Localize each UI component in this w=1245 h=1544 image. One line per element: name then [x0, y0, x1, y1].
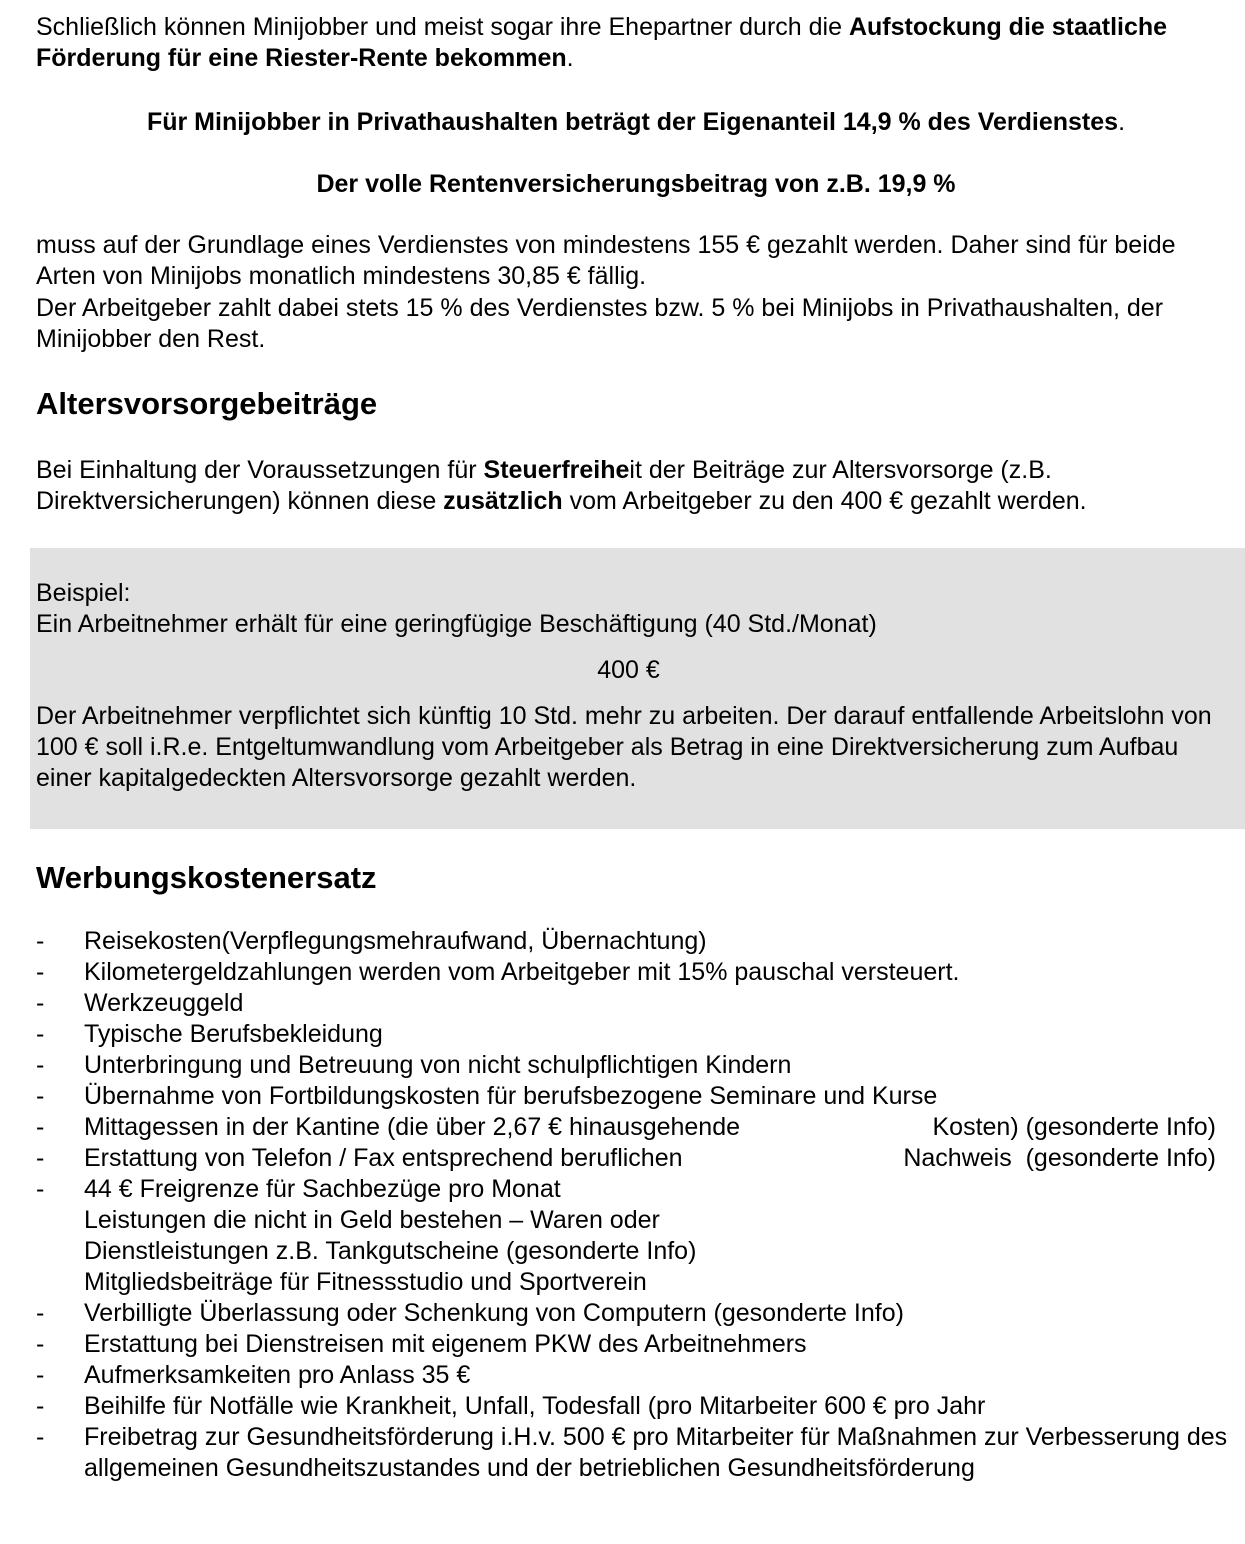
list-item-text: Verbilligte Überlassung oder Schenkung von Computern (gesonderte Info): [84, 1299, 904, 1327]
list-dash: -: [36, 1082, 45, 1110]
rentenbeitrag-bold-text: Der volle Rentenversicherungsbeitrag von z.B. 19,9 %: [316, 170, 956, 198]
list-dash: -: [36, 927, 45, 955]
list-item-text: Aufmerksamkeiten pro Anlass 35 €: [84, 1361, 471, 1389]
list-item: [36, 1298, 1236, 1329]
list-dash: -: [36, 1051, 45, 1079]
list-dash: -: [36, 989, 45, 1017]
list-item-text: Übernahme von Fortbildungskosten für berufsbezogene Seminare und Kurse: [84, 1082, 938, 1110]
altersvorsorge-text-2: it der Beiträge zur Altersvorsorge (z.B. Direktversicherungen) können diese: [36, 456, 1052, 515]
list-item: [36, 1422, 1236, 1484]
list-item: [36, 1143, 1236, 1174]
list-item-text: Werkzeuggeld: [84, 989, 244, 1017]
list-item: [36, 1174, 1236, 1298]
altersvorsorge-bold-2: zusätzlich: [443, 487, 563, 515]
list-item-text: Freibetrag zur Gesundheitsförderung i.H.v. 500 € pro Mitarbeiter für Maßnahmen zur Verbesserung des allgemeinen Gesundheitszustandes und der betrieblichen Gesundheitsförderung: [84, 1423, 1228, 1482]
altersvorsorge-text-3: vom Arbeitgeber zu den 400 € gezahlt werden.: [562, 487, 1087, 515]
list-item: [36, 1360, 1236, 1391]
intro-text: Schließlich können Minijobber und meist sogar ihre Ehepartner durch die: [36, 13, 849, 41]
list-item: [36, 1050, 1236, 1081]
list-item-text: Unterbringung und Betreuung von nicht schulpflichtigen Kindern: [84, 1051, 792, 1079]
list-dash: -: [36, 1144, 45, 1172]
list-item-text: Typische Berufsbekleidung: [84, 1020, 383, 1048]
list-item-text: Beihilfe für Notfälle wie Krankheit, Unfall, Todesfall (pro Mitarbeiter 600 € pro Jahr: [84, 1392, 986, 1420]
heading-werbungskosten: Werbungskostenersatz: [36, 860, 377, 895]
werbungskosten-list: [36, 926, 1236, 1484]
list-item: [36, 926, 1236, 957]
example-line: Ein Arbeitnehmer erhält für eine geringfügige Beschäftigung (40 Std./Monat): [36, 610, 877, 638]
list-item: [36, 1391, 1236, 1422]
list-dash: -: [36, 1175, 45, 1203]
example-box: [30, 548, 1245, 829]
example-text: Der Arbeitnehmer verpflichtet sich künftig 10 Std. mehr zu arbeiten. Der darauf entfallende Arbeitslohn von 100 € soll i.R.e. Entgeltumwandlung vom Arbeitgeber als Betrag in eine Direktversicherung zum Aufbau einer kapitalgedeckten Altersvorsorge gezahlt werden.: [36, 702, 1212, 792]
list-item: [36, 988, 1236, 1019]
intro-paragraph-riester: [36, 12, 1236, 74]
list-item-text-right: Nachweis (gesonderte Info): [903, 1144, 1216, 1172]
list-dash: -: [36, 1330, 45, 1358]
eigenanteil-period: .: [1118, 108, 1126, 136]
list-item-text: Kilometergeldzahlungen werden vom Arbeitgeber mit 15% pauschal versteuert.: [84, 958, 960, 986]
altersvorsorge-paragraph: [36, 455, 1236, 517]
list-item-text: Reisekosten(Verpflegungsmehraufwand, Übernachtung): [84, 927, 707, 955]
eigenanteil-bold-text: Für Minijobber in Privathaushalten beträgt der Eigenanteil 14,9 % des Verdienstes: [146, 108, 1119, 136]
altersvorsorge-bold-1: Steuerfreihe: [483, 456, 630, 484]
list-dash: -: [36, 1361, 45, 1389]
intro-paragraph-eigenanteil: [36, 107, 1236, 138]
intro-paragraph-grundlage: muss auf der Grundlage eines Verdienstes von mindestens 155 € gezahlt werden. Daher sind für beide Arten von Minijobs monatlich mindestens 30,85 € fällig.: [36, 231, 1176, 290]
list-dash: -: [36, 958, 45, 986]
list-dash: -: [36, 1113, 45, 1141]
list-sub-item: Mitgliedsbeiträge für Fitnessstudio und Sportverein: [84, 1268, 647, 1296]
example-amount: 400 €: [597, 656, 660, 684]
example-label: Beispiel:: [36, 579, 131, 607]
list-dash: -: [36, 1392, 45, 1420]
intro-paragraph-rentenbeitrag: [36, 169, 1236, 200]
list-sub-item: Dienstleistungen z.B. Tankgutscheine (gesonderte Info): [84, 1237, 697, 1265]
altersvorsorge-text-1: Bei Einhaltung der Voraussetzungen für: [36, 456, 484, 484]
list-item: [36, 1329, 1236, 1360]
list-item: [36, 1112, 1236, 1143]
list-item-text: Erstattung bei Dienstreisen mit eigenem PKW des Arbeitnehmers: [84, 1330, 807, 1358]
intro-bold-text: Aufstockung die staatliche Förderung für eine Riester-Rente bekommen: [36, 13, 1168, 72]
list-item: [36, 1081, 1236, 1112]
list-item-text: Erstattung von Telefon / Fax entsprechend beruflichen: [84, 1144, 683, 1172]
list-item-text: 44 € Freigrenze für Sachbezüge pro Monat: [84, 1175, 561, 1203]
list-dash: -: [36, 1020, 45, 1048]
list-dash: -: [36, 1423, 45, 1451]
list-dash: -: [36, 1299, 45, 1327]
list-item: [36, 957, 1236, 988]
heading-altersvorsorge: Altersvorsorgebeiträge: [36, 386, 378, 421]
intro-paragraph-arbeitgeber: Der Arbeitgeber zahlt dabei stets 15 % des Verdienstes bzw. 5 % bei Minijobs in Privathaushalten, der Minijobber den Rest.: [36, 294, 1164, 353]
list-item: [36, 1019, 1236, 1050]
list-item-text-right: Kosten) (gesonderte Info): [932, 1113, 1216, 1141]
list-item-text: Mittagessen in der Kantine (die über 2,67 € hinausgehende: [84, 1113, 741, 1141]
list-sub-item: Leistungen die nicht in Geld bestehen – Waren oder: [84, 1206, 660, 1234]
intro-period: .: [566, 44, 574, 72]
